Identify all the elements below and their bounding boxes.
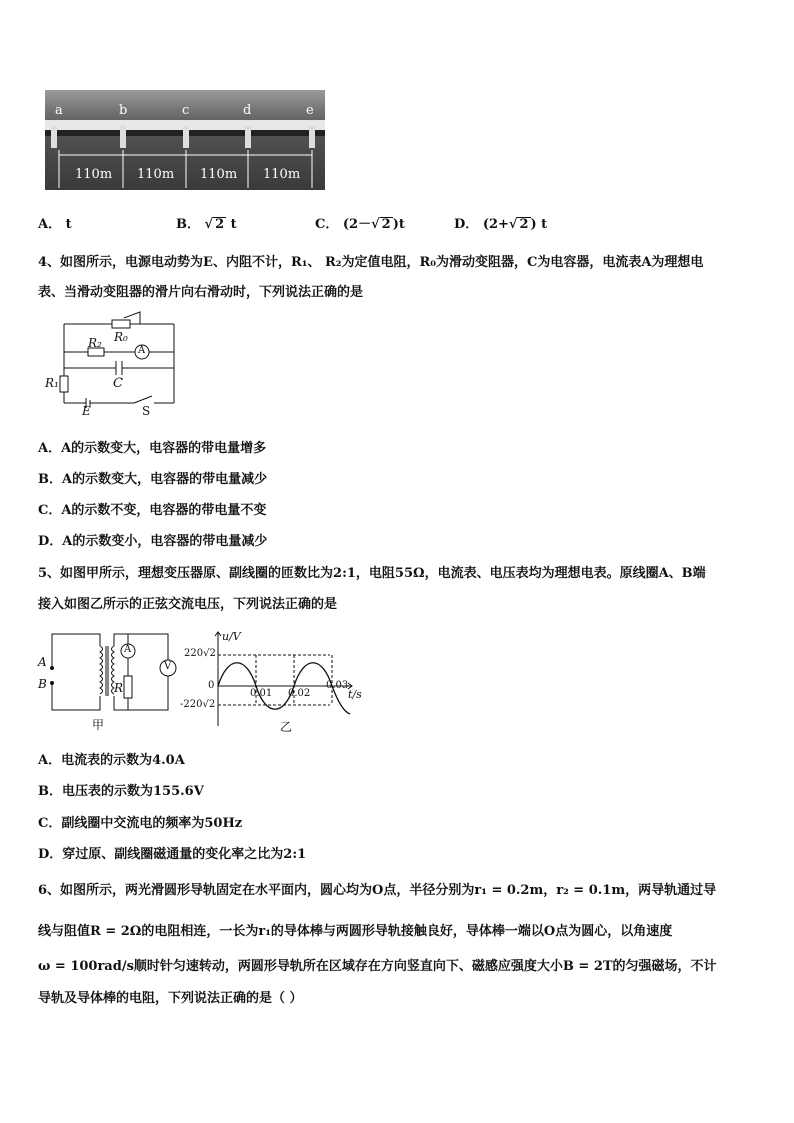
q5-option-c: C．副线圈中交流电的频率为50Hz: [38, 816, 243, 831]
y-axis-label: u/V: [222, 630, 241, 643]
q3-option-c: C． (2－√ 2 )t: [315, 217, 405, 232]
option-value: )t: [392, 217, 405, 232]
option-key: B．: [176, 217, 200, 232]
option-key: C．: [315, 217, 339, 232]
q4-option-d: D．A的示数变小，电容器的带电量减少: [38, 534, 268, 549]
q5-stem-line1: 5、如图甲所示，理想变压器原、副线圈的匝数比为2:1，电阻55Ω，电流表、电压表均为理想电表。原线圈A、B端: [38, 566, 706, 581]
origin-label: 0: [208, 680, 215, 691]
q3-option-a: [38, 213, 72, 232]
q3-option-d: D． (2+√ 2 ) t: [454, 217, 548, 232]
y-min-label: -220√2: [180, 699, 216, 710]
figure-caption-jia: 甲: [92, 718, 105, 732]
terminal-b-label: B: [38, 677, 47, 691]
resistor-label: R: [114, 681, 124, 695]
figure-caption-yi: 乙: [280, 720, 293, 734]
x-axis-label: t/s: [348, 688, 362, 701]
terminal-a-label: A: [38, 655, 47, 669]
q5-transformer-figure: [38, 626, 188, 732]
q5-option-a: A．电流表的示数为4.0A: [38, 753, 185, 768]
sqrt-radicand: 2: [381, 217, 391, 232]
sqrt-radicand: 2: [215, 217, 225, 232]
q3-option-b: B． √ 2 t: [176, 217, 237, 232]
q4-option-a: A．A的示数变大，电容器的带电量增多: [38, 441, 267, 456]
q4-stem-line1: 4、如图所示，电源电动势为E、内阻不计，R₁、 R₂为定值电阻，R₀为滑动变阻器，C为电容器，电流表A为理想电: [38, 255, 704, 270]
bridge-label-e: e: [306, 103, 314, 118]
r2-label: R₂: [88, 336, 102, 350]
option-value: t: [65, 217, 72, 232]
q6-stem-line1: 6、如图所示，两光滑圆形导轨固定在水平面内，圆心均为O点，半径分别为r₁ = 0.2m，r₂ = 0.1m，两导轨通过导: [38, 883, 717, 898]
r0-label: R₀: [114, 330, 128, 344]
ammeter-label: A: [124, 644, 132, 655]
ammeter-label: A: [138, 345, 146, 356]
q4-option-b: B．A的示数变大，电容器的带电量减少: [38, 472, 268, 487]
q6-stem-line3: ω = 100rad/s顺时针匀速转动，两圆形导轨所在区域存在方向竖直向下、磁感应强度大小B = 2T的匀强磁场，不计: [38, 959, 717, 974]
q4-circuit-figure: [42, 308, 182, 418]
switch-label: S: [142, 404, 151, 418]
bridge-label-a: a: [55, 103, 63, 118]
bridge-figure: [45, 90, 325, 190]
tick-001: 0.01: [250, 688, 273, 699]
q4-option-c: C．A的示数不变，电容器的带电量不变: [38, 503, 267, 518]
q6-stem-line2: 线与阻值R = 2Ω的电阻相连，一长为r₁的导体棒与两圆形导轨接触良好，导体棒一端以O点为圆心，以角速度: [38, 924, 673, 939]
q5-voltage-graph: [180, 626, 365, 736]
q5-stem-line2: 接入如图乙所示的正弦交流电压，下列说法正确的是: [38, 597, 338, 612]
tick-002: 0.02: [288, 688, 311, 699]
y-max-label: 220√2: [184, 648, 216, 659]
r1-label: R₁: [45, 376, 59, 390]
option-value: t: [230, 217, 237, 232]
option-value: (2+: [482, 217, 509, 232]
q4-stem-line2: 表、当滑动变阻器的滑片向右滑动时，下列说法正确的是: [38, 285, 364, 300]
option-key: D．: [454, 217, 479, 232]
capacitor-label: C: [113, 376, 123, 391]
bridge-label-d: d: [243, 103, 252, 118]
bridge-span-1: 110m: [75, 167, 113, 182]
voltmeter-label: V: [164, 661, 172, 672]
bridge-label-b: b: [119, 103, 128, 118]
q5-option-b: B．电压表的示数为155.6V: [38, 784, 204, 799]
bridge-span-2: 110m: [137, 167, 175, 182]
option-value: (2－: [342, 217, 372, 232]
bridge-span-3: 110m: [200, 167, 238, 182]
bridge-label-c: c: [182, 103, 190, 118]
bridge-span-4: 110m: [263, 167, 301, 182]
tick-003: 0.03: [326, 680, 349, 691]
option-value: ) t: [530, 217, 548, 232]
battery-label: E: [82, 404, 91, 418]
q6-stem-line4: 导轨及导体棒的电阻，下列说法正确的是（ ）: [38, 991, 303, 1006]
q5-option-d: D．穿过原、副线圈磁通量的变化率之比为2:1: [38, 847, 307, 862]
option-key: A．: [38, 217, 62, 232]
sqrt-radicand: 2: [519, 217, 529, 232]
